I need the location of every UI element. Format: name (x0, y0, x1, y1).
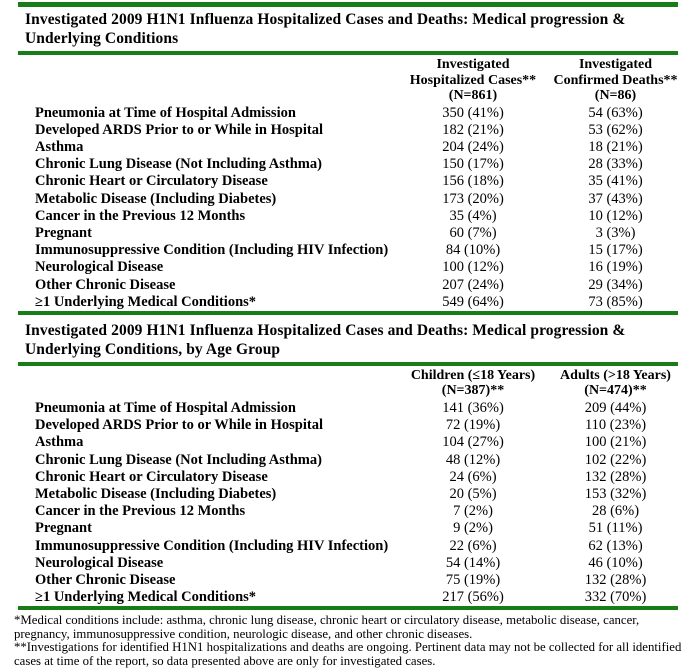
condition-label: Cancer in the Previous 12 Months (35, 503, 246, 520)
column-header-line: Confirmed Deaths** (553, 72, 678, 88)
adults-value: 132 (28%) (584, 571, 647, 588)
hospitalized-cases-value: 182 (21%) (442, 121, 504, 138)
children-value: 75 (19%) (445, 571, 501, 588)
children-value: 48 (12%) (445, 451, 501, 468)
condition-label: Chronic Heart or Circulatory Disease (35, 468, 268, 485)
adults-value: 100 (21%) (584, 434, 647, 451)
table-1-title: Investigated 2009 H1N1 Influenza Hospitalized Cases and Deaths: Medical progression & Underlying Conditions (25, 11, 626, 47)
condition-label: Other Chronic Disease (35, 276, 176, 293)
footnote-medical-conditions: *Medical conditions include: asthma, chronic lung disease, chronic heart or circulatory disease, metabolic disease, cancer, pregnancy, immunosuppressive condition, neurologic disease, and other chronic diseases. (14, 613, 640, 641)
column-header-line: Children (≤18 Years) (410, 367, 536, 383)
table-row (18, 452, 678, 469)
hospitalized-cases-value: 549 (64%) (442, 293, 504, 310)
footnote-investigations: **Investigations for identified H1N1 hospitalizations and deaths are ongoing. Pertinent data may not be collected for all identified cases at time of the report, so data presented above are only for investigated cases. (14, 640, 682, 668)
hospitalized-cases-value: 35 (4%) (449, 207, 497, 224)
table-row (18, 572, 678, 589)
table-row (18, 400, 678, 417)
confirmed-deaths-value: 73 (85%) (588, 293, 643, 310)
table-row (18, 208, 678, 225)
table-medical-conditions-by-age (18, 315, 678, 610)
table-row (18, 259, 678, 276)
column-header-line: (N=861) (448, 88, 498, 103)
children-value: 24 (6%) (449, 468, 497, 485)
adults-value: 132 (28%) (584, 468, 647, 485)
column-header-line: (N=387)** (441, 383, 505, 399)
adults-value: 153 (32%) (584, 485, 647, 502)
condition-label: Immunosuppressive Condition (Including HIV Infection) (35, 242, 389, 259)
condition-label: Pregnant (35, 520, 92, 537)
adults-value: 102 (22%) (584, 451, 647, 468)
condition-label: Cancer in the Previous 12 Months (35, 207, 246, 224)
table-medical-conditions (18, 2, 678, 315)
table-row (18, 469, 678, 486)
children-value: 141 (36%) (442, 399, 504, 416)
hospitalized-cases-value: 207 (24%) (442, 276, 504, 293)
table-row (18, 538, 678, 555)
header-spacer (18, 57, 393, 104)
column-header-line: Investigated (578, 57, 653, 72)
table-row (18, 294, 678, 311)
hospitalized-cases-value: 350 (41%) (442, 104, 504, 121)
table-2-body (18, 400, 678, 606)
table-row (18, 503, 678, 520)
children-value: 20 (5%) (449, 485, 497, 502)
column-header-line: Investigated (436, 57, 510, 72)
column-header-line: (N=86) (594, 88, 637, 103)
condition-label: Chronic Lung Disease (Not Including Asthma) (35, 451, 322, 468)
condition-label: Developed ARDS Prior to or While in Hospital (35, 121, 323, 138)
condition-label: Pregnant (35, 224, 92, 241)
condition-label: Asthma (35, 434, 84, 451)
children-value: 9 (2%) (453, 520, 493, 537)
condition-label: Asthma (35, 138, 84, 155)
hospitalized-cases-value: 84 (10%) (445, 242, 501, 259)
hospitalized-cases-value: 150 (17%) (442, 156, 504, 173)
column-header-line: Hospitalized Cases** (409, 72, 537, 88)
confirmed-deaths-value: 54 (63%) (588, 104, 643, 121)
confirmed-deaths-value: 37 (43%) (588, 190, 643, 207)
table-row (18, 486, 678, 503)
children-value: 217 (56%) (442, 589, 504, 606)
column-header-line: (N=474)** (584, 383, 647, 399)
confirmed-deaths-value: 53 (62%) (588, 121, 643, 138)
confirmed-deaths-value: 35 (41%) (588, 173, 643, 190)
adults-value: 62 (13%) (588, 537, 643, 554)
table-1-body (18, 105, 678, 311)
table-1-header-row (18, 55, 678, 105)
column-header-line: Adults (>18 Years) (560, 367, 671, 383)
table-row (18, 434, 678, 451)
condition-label: Immunosuppressive Condition (Including HIV Infection) (35, 537, 389, 554)
table-row (18, 122, 678, 139)
table-row (18, 173, 678, 190)
confirmed-deaths-value: 10 (12%) (588, 207, 643, 224)
header-spacer (18, 368, 393, 399)
adults-value: 332 (70%) (584, 589, 647, 606)
children-value: 104 (27%) (442, 434, 504, 451)
table-row (18, 555, 678, 572)
hospitalized-cases-value: 60 (7%) (449, 224, 497, 241)
children-value: 54 (14%) (445, 554, 501, 571)
table-row (18, 105, 678, 122)
table-row (18, 277, 678, 294)
children-value: 7 (2%) (453, 503, 493, 520)
condition-label: Chronic Heart or Circulatory Disease (35, 173, 268, 190)
adults-value: 28 (6%) (591, 503, 640, 520)
table-row (18, 242, 678, 259)
condition-label: Pneumonia at Time of Hospital Admission (35, 399, 296, 416)
condition-label: ≥1 Underlying Medical Conditions* (35, 589, 257, 606)
table-row (18, 191, 678, 208)
condition-label: Neurological Disease (35, 259, 164, 276)
confirmed-deaths-value: 28 (33%) (588, 156, 643, 173)
hospitalized-cases-value: 204 (24%) (442, 138, 504, 155)
footnotes (0, 610, 694, 668)
confirmed-deaths-value: 18 (21%) (588, 138, 643, 155)
table-row (18, 156, 678, 173)
table-2-title: Investigated 2009 H1N1 Influenza Hospitalized Cases and Deaths: Medical progression & Underlying Conditions, by Age Group (25, 321, 626, 358)
confirmed-deaths-value: 15 (17%) (588, 242, 643, 259)
children-value: 22 (6%) (449, 537, 497, 554)
hospitalized-cases-value: 156 (18%) (442, 173, 504, 190)
condition-label: Pneumonia at Time of Hospital Admission (35, 104, 296, 121)
condition-label: Metabolic Disease (Including Diabetes) (35, 190, 277, 207)
adults-value: 110 (23%) (584, 417, 647, 434)
table-row (18, 520, 678, 537)
confirmed-deaths-value: 16 (19%) (588, 259, 643, 276)
adults-value: 209 (44%) (584, 399, 647, 416)
children-value: 72 (19%) (445, 417, 501, 434)
column-header-adults (553, 368, 678, 399)
table-2-header-row (18, 366, 678, 400)
confirmed-deaths-value: 29 (34%) (588, 276, 643, 293)
condition-label: ≥1 Underlying Medical Conditions* (35, 293, 257, 310)
adults-value: 51 (11%) (588, 520, 643, 537)
condition-label: Chronic Lung Disease (Not Including Asthma) (35, 156, 322, 173)
condition-label: Neurological Disease (35, 554, 164, 571)
condition-label: Other Chronic Disease (35, 571, 176, 588)
column-header-hospitalized-cases (393, 57, 553, 104)
hospitalized-cases-value: 173 (20%) (442, 190, 504, 207)
column-header-confirmed-deaths (553, 57, 678, 104)
condition-label: Developed ARDS Prior to or While in Hospital (35, 417, 323, 434)
confirmed-deaths-value: 3 (3%) (595, 224, 636, 241)
column-header-children (393, 368, 553, 399)
condition-label: Metabolic Disease (Including Diabetes) (35, 485, 277, 502)
table-row (18, 417, 678, 434)
table-row (18, 225, 678, 242)
table-row (18, 139, 678, 156)
adults-value: 46 (10%) (588, 554, 643, 571)
table-row (18, 589, 678, 606)
hospitalized-cases-value: 100 (12%) (442, 259, 504, 276)
